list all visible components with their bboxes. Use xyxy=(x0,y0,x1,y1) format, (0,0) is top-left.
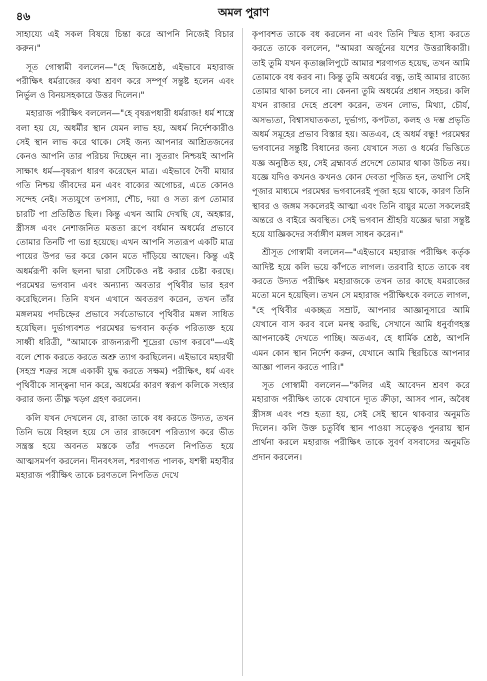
paragraph: সূত গোস্বামী বললেন—"কলির এই আবেদন শ্রবণ করে মহারাজ পরীক্ষিৎ তাকে যেখানে দ্যূত ক্রীড়া, আসব পান, অবৈধ স্ত্রীসঙ্গ এবং পশু হত্যা হয়, সেই সেই স্থানে থাকবার অনুমতি দিলেন। কলি উক্ত চতুর্বিধ স্থান পাওয়া সত্ত্বেও পুনরায় স্থান প্রার্থনা করলে মহারাজ পরীক্ষিৎ তাকে সুবর্ণ বসবাসের অনুমতি প্রদান করলেন। xyxy=(252,381,470,463)
right-column xyxy=(252,28,470,678)
page-number: ৪৬ xyxy=(16,10,31,23)
paragraph: মহারাজ পরীক্ষিৎ বললেন—"হে বৃষরূপধারী ধর্মরাজ! ধর্ম শাস্ত্রে বলা হয় যে, অধর্মীর স্থান যেমন লাভ হয়, অধর্ম নির্দেশকারীও সেই স্থান লাভ করে থাকে। সেই জন্য আপনার আশ্রিতজনের কেনও আপনি তার পরিচয় দিচ্ছেন না। সুতরাং নিশ্চয়ই আপনি সাক্ষাৎ ধর্ম—বৃষরূপ ধারণ করেছেন মাত্র। এইভাবে দৈবী মায়ার গতি নিশ্চয় জীবদের মন এবং বাক্যের অগোচর, এতে কোনও সন্দেহ নেই। সত্যযুগে তপস্যা, শৌচ, দয়া ও সত্য রূপ তোমার চারটি পা প্রতিষ্ঠিত ছিল। কিন্তু এখন আমি দেখছি যে, অহঙ্কার, স্ত্রীসঙ্গ এবং নেশাজনিত মত্ততা রূপে বর্ধমান অধর্মের প্রভাবে তোমার তিনটি পা ভগ্ন হয়েছে। এখন আপনি সত্যরূপ একটি মাত্র পায়ের উপর ভর করে কোন মতে দাঁড়িয়ে আছেন। কিন্তু এই অধর্মরূপী কলি ছলনা দ্বারা সেটিকেও নষ্ট করার চেষ্টা করছে। পরমেশ্বর ভগবান এবং অন্যান্য অবতার পৃথিবীর ভার হরণ করেছিলেন। তিনি যখন এখানে অবতরণ করেন, তখন তাঁর মঙ্গলময় পদচিহ্নের প্রভাবে সর্বতোভাবে পৃথিবীর মঙ্গল সাধিত হয়েছিল। দুর্ভাগ্যবশত পরমেশ্বর ভগবান কর্তৃক পরিত্যক্ত হয়ে সাধ্বী ধরিত্রী, "আমাকে রাজন্যরূপী শূদ্রেরা ভোগ করবে"—এই বলে শোক করতে করতে অশ্রু ত্যাগ করছিলেন। এইভাবে মহারথী (সহস্র শত্রুর সঙ্গে একাকী যুদ্ধ করতে সক্ষম) পরীক্ষিৎ, ধর্ম এবং পৃথিবীকে সান্ত্বনা দান করে, অধর্মের কারণ স্বরূপ কলিকে সংহার করার জন্য তীক্ষ্ণ খড়্গ গ্রহণ করলেন। xyxy=(16,109,234,406)
paragraph: সূত গোস্বামী বললেন—"হে দ্বিজশ্রেষ্ঠ, এইভাবে মহারাজ পরীক্ষিৎ ধর্মরাজের কথা শ্রবণ করে সম্পূর্ণ সন্তুষ্ট হলেন এবং নির্ভুল ও বিনয়সহকারে উত্তর দিলেন।" xyxy=(16,62,234,102)
paragraph: সাহায্যে এই সকল বিষয়ে চিন্তা করে আপনি নিজেই বিচার করুন।" xyxy=(16,30,234,55)
column-divider xyxy=(242,28,243,676)
paragraph: শ্রীসূত গোস্বামী বললেন—"এইভাবে মহারাজ পরীক্ষিৎ কর্তৃক আদিষ্ট হয়ে কলি ভয়ে কাঁপতে লাগল। তরবারি হাতে তাকে বধ করতে উদ্যত পরীক্ষিৎ মহারাজকে তখন তার কাছে যমরাজের মতো মনে হয়েছিল। তখন সে মহারাজ পরীক্ষিৎকে বলতে লাগল, "হে পৃথিবীর একচ্ছত্র সম্রাট, আপনার আজ্ঞানুসারে আমি যেখানে বাস করব বলে মনস্থ করছি, সেখানে আমি ধনুর্বাণহস্ত আপনাকেই দেখতে পাচ্ছি। অতএব, হে ধার্মিক শ্রেষ্ঠ, আপনি এমন কোন স্থান নির্দেশ করুন, যেখানে আমি স্থিরচিত্তে আপনার আজ্ঞা পালন করতে পারি।" xyxy=(252,248,470,373)
paragraph: কৃপাবশত তাকে বধ করলেন না এবং তিনি স্মিত হাস্য করতে করতে তাকে বললেন, "আমরা অর্জুনের যশের উত্তরাধিকারী। তাই তুমি যখন কৃতাঞ্জলিপুটে আমার শরণাগত হয়েছ, তখন আমি তোমাকে বধ করব না। কিন্তু তুমি অধর্মের বন্ধু, তাই আমার রাজ্যে তোমার থাকা চলবে না। কেননা তুমি অধর্মের প্রধান সহচর। কলি যখন রাজার দেহে প্রবেশ করেন, তখন লোভ, মিথ্যা, চৌর্য, অসভ্যতা, বিশ্বাসঘাতকতা, দুর্ভাগ্য, কপটতা, কলহ ও দম্ভ প্রভৃতি অধর্ম সমূহের প্রভাব বিস্তার হয়। অতএব, হে অধর্ম বন্ধু! পরমেশ্বর ভগবানের সন্তুষ্টি বিধানের জন্য যেখানে সত্য ও ধর্মের ভিত্তিতে যজ্ঞ অনুষ্ঠিত হয়, সেই ব্রহ্মাবর্ত প্রদেশে তোমার থাকা উচিত নয়। যজ্ঞে যদিও কখনও কখনও কোন দেবতা পূজিত হন, তথাপি সেই পূজার মাধ্যমে পরমেশ্বর ভগবানেরই পূজা হয়ে থাকে, কারণ তিনি স্থাবর ও জঙ্গম সকলেরই আত্মা এবং তিনি বায়ুর মতো সকলেরই অন্তরে ও বাইরে অবস্থিত। সেই ভগবান শ্রীহরি যজ্ঞের দ্বারা সন্তুষ্ট হয়ে যাজ্ঞিকদের সর্বাঙ্গীণ মঙ্গল সাধন করেন।" xyxy=(252,30,470,241)
left-column xyxy=(16,28,234,678)
paragraph: কলি যখন দেখলেন যে, রাজা তাকে বধ করতে উদ্যত, তখন তিনি ভয়ে বিহ্বল হয়ে সে তার রাজবেশ পরিত্যাগ করে ভীত সন্ত্রস্ত হয়ে অবনত মস্তকে তাঁর পদতলে নিপতিত হয়ে আত্মসমর্পণ করলেন। দীনবৎসল, শরণাগত পালক, যশস্বী মহাবীর মহারাজ পরীক্ষিৎ তাকে চরণতলে নিপতিত দেখে xyxy=(16,413,234,481)
book-title: অমল পুরাণ xyxy=(217,6,270,19)
page-header xyxy=(0,2,487,26)
